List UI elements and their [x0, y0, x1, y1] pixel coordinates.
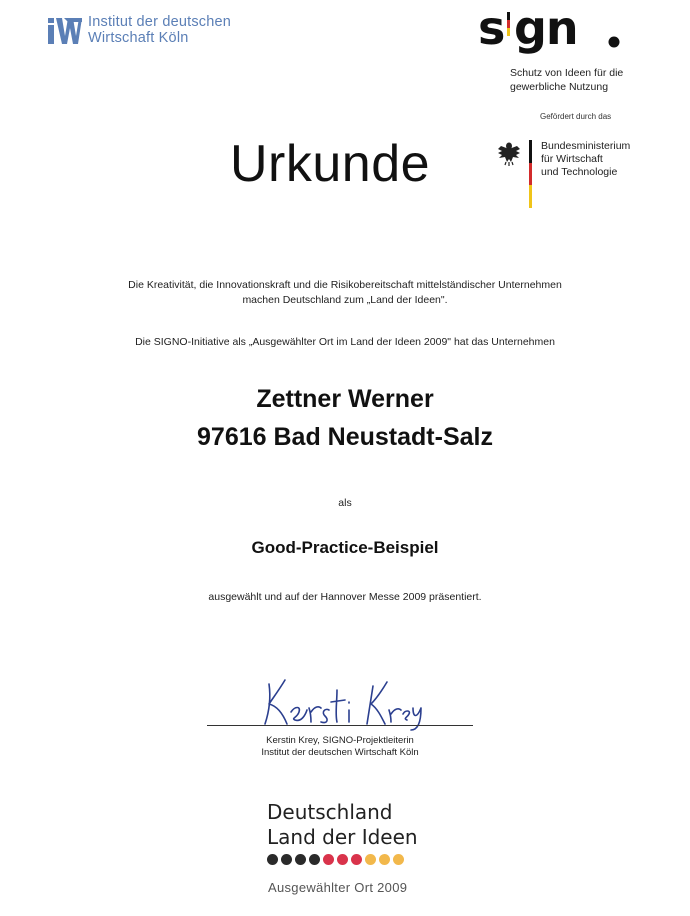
land-der-ideen-subtitle: Ausgewählter Ort 2009 — [268, 880, 408, 895]
company-name: Zettner Werner — [256, 385, 434, 413]
as-label: als — [338, 497, 352, 509]
signatory-block — [207, 735, 473, 759]
svg-text:gn: gn — [514, 4, 578, 54]
presented-line: ausgewählt und auf der Hannover Messe 2009 präsentiert. — [208, 591, 482, 603]
land-der-ideen-dot — [323, 854, 334, 865]
land-der-ideen-line-2: Land der Ideen — [267, 825, 418, 849]
initiative-line: Die SIGNO-Initiative als „Ausgewählter Ort im Land der Ideen 2009" hat das Unternehmen — [135, 336, 555, 348]
land-der-ideen-dot — [267, 854, 278, 865]
svg-text:s: s — [478, 4, 505, 54]
company-location: 97616 Bad Neustadt-Salz — [197, 423, 493, 451]
federal-eagle-icon — [497, 140, 521, 166]
certificate-title: Urkunde — [230, 135, 431, 193]
awardee — [40, 380, 650, 456]
signo-tagline-line-2: gewerbliche Nutzung — [510, 81, 609, 93]
land-der-ideen-logo — [267, 800, 418, 850]
intro-paragraph — [40, 278, 650, 308]
iw-logo-icon — [48, 16, 82, 46]
intro-line-2: machen Deutschland zum „Land der Ideen". — [242, 294, 448, 306]
land-der-ideen-dot — [393, 854, 404, 865]
intro-line-1: Die Kreativität, die Innovationskraft und die Risikobereitschaft mittelständischer Unternehmen — [128, 279, 562, 291]
land-der-ideen-dot — [379, 854, 390, 865]
land-der-ideen-dot — [365, 854, 376, 865]
ministry-line-1: Bundesministerium — [541, 140, 631, 152]
iw-koeln-logo — [48, 14, 258, 50]
handwritten-signature — [255, 672, 425, 732]
signo-logo-wordmark — [478, 4, 628, 54]
signo-tagline — [510, 66, 623, 94]
german-flag-bar — [529, 140, 532, 208]
signatory-organisation: Institut der deutschen Wirtschaft Köln — [261, 747, 419, 758]
ministry-line-3: und Technologie — [541, 166, 618, 178]
ministry-line-2: für Wirtschaft — [541, 153, 603, 165]
land-der-ideen-dot — [309, 854, 320, 865]
institute-line-2: Wirtschaft Köln — [88, 30, 189, 46]
signature-line — [207, 725, 473, 726]
institute-name — [88, 14, 231, 46]
land-der-ideen-dot — [295, 854, 306, 865]
ministry-name — [541, 140, 630, 179]
land-der-ideen-dot — [337, 854, 348, 865]
signo-tagline-line-1: Schutz von Ideen für die — [510, 67, 624, 79]
signatory-name-role: Kerstin Krey, SIGNO-Projektleiterin — [266, 735, 414, 746]
funded-by-label: Gefördert durch das — [540, 112, 612, 121]
land-der-ideen-dot — [281, 854, 292, 865]
award-title: Good-Practice-Beispiel — [251, 538, 439, 557]
institute-line-1: Institut der deutschen — [88, 14, 232, 30]
land-der-ideen-line-1: Deutschland — [267, 800, 393, 824]
signo-logo — [478, 4, 628, 54]
land-der-ideen-dot — [351, 854, 362, 865]
land-der-ideen-dots — [267, 854, 404, 865]
